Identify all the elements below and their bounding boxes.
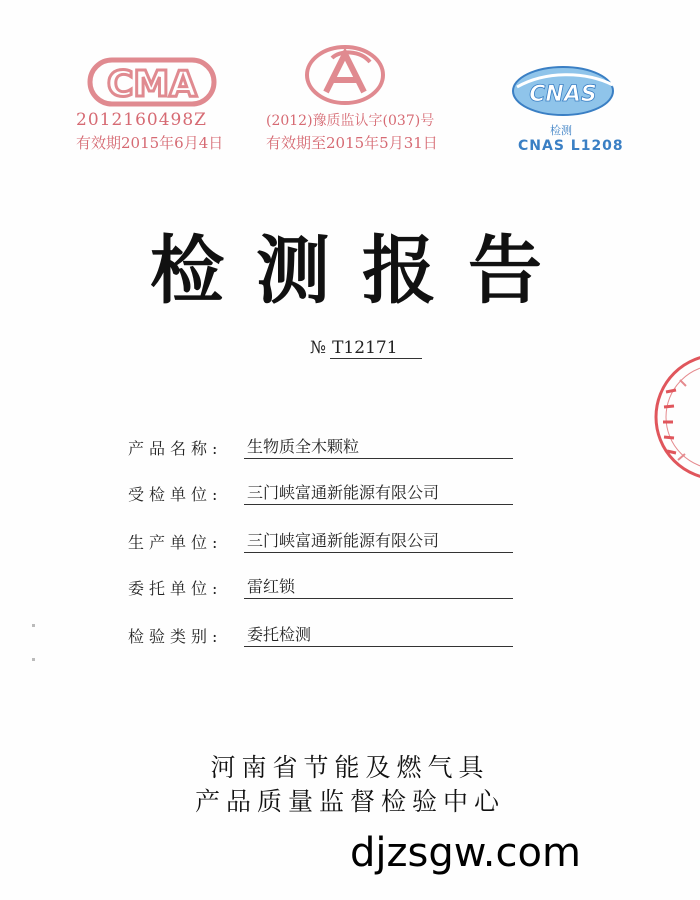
cal-logo-mark — [260, 40, 430, 110]
scan-speck — [32, 658, 35, 661]
report-title: 检测报告 — [150, 228, 574, 314]
svg-text:CNAS: CNAS — [529, 82, 597, 107]
report-number-value: T12171 — [330, 338, 421, 359]
report-number — [310, 338, 422, 359]
scan-speck — [32, 624, 35, 627]
cma-logo-mark — [72, 50, 232, 110]
report-number-symbol: № — [310, 338, 327, 358]
field-label: 受检单位: — [128, 485, 223, 504]
field-label: 生产单位: — [128, 533, 223, 552]
svg-text:CMA: CMA — [106, 64, 198, 105]
field-value: 委托检测 — [244, 620, 513, 647]
site-watermark: djzsgw.com — [350, 830, 581, 876]
field-label: 委托单位: — [128, 579, 223, 598]
field-value: 三门峡富通新能源有限公司 — [244, 526, 513, 553]
field-label: 检验类别: — [128, 627, 223, 646]
field-value: 雷红锁 — [244, 572, 513, 599]
issuer-line-1: 河南省节能及燃气具 — [210, 753, 490, 782]
field-label: 产品名称: — [128, 439, 223, 458]
field-value: 生物质全木颗粒 — [244, 432, 513, 459]
cma-cert-code: 2012160498Z — [76, 110, 207, 130]
field-value: 三门峡富通新能源有限公司 — [244, 478, 513, 505]
red-seal-stamp — [640, 352, 700, 482]
cnas-logo-mark — [505, 55, 625, 125]
cnas-subtitle: 检测 — [550, 124, 572, 137]
cal-cert-code: (2012)豫质监认字(037)号 — [266, 113, 435, 129]
issuer-line-2: 产品质量监督检验中心 — [194, 787, 505, 816]
seal-icon — [640, 352, 700, 482]
cma-valid-date: 有效期2015年6月4日 — [76, 134, 224, 152]
cnas-cert-code: CNAS L1208 — [518, 138, 624, 154]
cal-valid-date: 有效期至2015年5月31日 — [266, 134, 438, 152]
